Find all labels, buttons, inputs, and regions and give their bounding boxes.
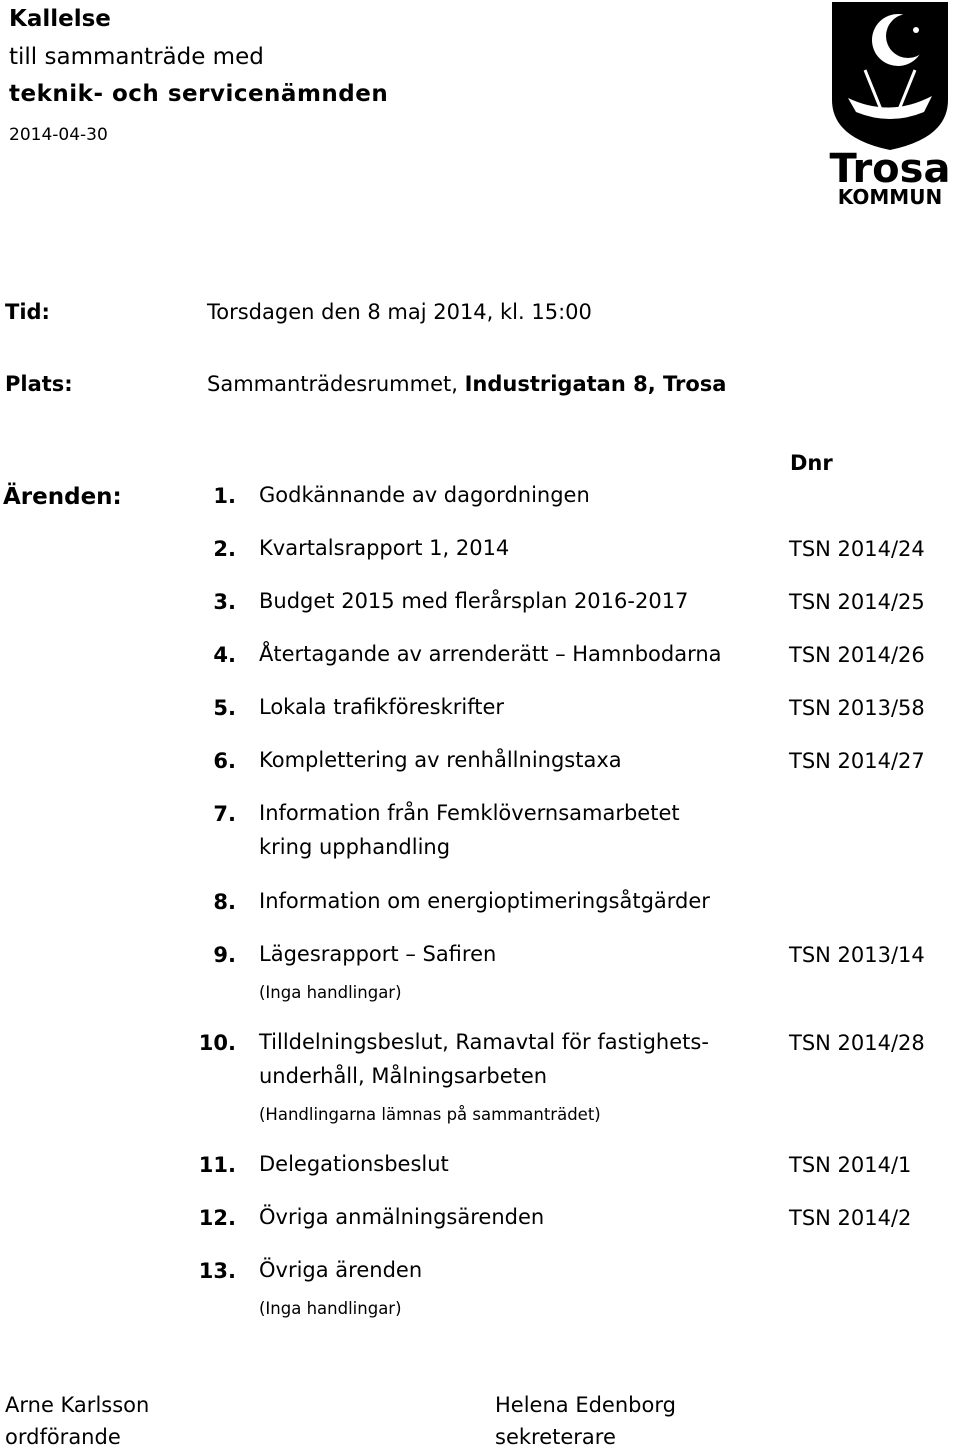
place-value — [207, 372, 726, 396]
agenda-item-number: 12. — [198, 1206, 236, 1230]
document-subtitle: till sammanträde med — [9, 44, 264, 70]
place-value-room: Sammanträdesrummet, — [207, 372, 465, 396]
trosa-kommun-logo — [820, 0, 960, 210]
agenda-item-title: Övriga ärenden — [259, 1258, 423, 1282]
agenda-item-number: 2. — [213, 537, 236, 561]
agenda-label: Ärenden: — [3, 484, 122, 510]
agenda-item-title: Lokala trafikföreskrifter — [259, 695, 505, 719]
agenda-item-dnr: TSN 2014/1 — [789, 1153, 912, 1177]
secretary-role: sekreterare — [495, 1425, 616, 1447]
agenda-item-note: (Inga handlingar) — [259, 983, 402, 1002]
agenda-item-number: 6. — [213, 749, 236, 773]
place-value-address: Industrigatan 8, Trosa — [464, 372, 727, 396]
agenda-item-title: Kvartalsrapport 1, 2014 — [259, 536, 510, 560]
agenda-item-dnr: TSN 2014/2 — [789, 1206, 912, 1230]
agenda-item-note: (Handlingarna lämnas på sammanträdet) — [259, 1105, 601, 1124]
agenda-item-dnr: TSN 2014/24 — [789, 537, 925, 561]
agenda-item-title: Lägesrapport – Safiren — [259, 942, 497, 966]
svg-text:Trosa: Trosa — [829, 146, 951, 192]
secretary-name: Helena Edenborg — [495, 1393, 676, 1417]
agenda-item-number: 9. — [213, 943, 236, 967]
svg-text:KOMMUN: KOMMUN — [837, 185, 943, 209]
agenda-item-dnr: TSN 2013/58 — [789, 696, 925, 720]
agenda-item-title: Godkännande av dagordningen — [259, 483, 590, 507]
agenda-item-title: Övriga anmälningsärenden — [259, 1205, 545, 1229]
agenda-item-title: Budget 2015 med flerårsplan 2016-2017 — [259, 589, 689, 613]
agenda-item-number: 4. — [213, 643, 236, 667]
agenda-item-title: Information från Femklövernsamarbetet — [259, 801, 680, 825]
time-value: Torsdagen den 8 maj 2014, kl. 15:00 — [207, 300, 592, 324]
agenda-item-number: 3. — [213, 590, 236, 614]
agenda-item-title: Återtagande av arrenderätt – Hamnbodarna — [259, 642, 722, 666]
agenda-item-number: 7. — [213, 802, 236, 826]
agenda-item-dnr: TSN 2013/14 — [789, 943, 925, 967]
agenda-item-title-cont: kring upphandling — [259, 835, 451, 859]
dnr-column-header: Dnr — [790, 451, 833, 475]
document-title: Kallelse — [9, 6, 111, 32]
document-date: 2014-04-30 — [9, 125, 108, 145]
place-label: Plats: — [5, 372, 73, 396]
chair-role: ordförande — [5, 1425, 121, 1447]
agenda-item-dnr: TSN 2014/27 — [789, 749, 925, 773]
agenda-item-title: Tilldelningsbeslut, Ramavtal för fastighets- — [259, 1030, 709, 1054]
agenda-item-dnr: TSN 2014/25 — [789, 590, 925, 614]
chair-name: Arne Karlsson — [5, 1393, 150, 1417]
agenda-item-title: Komplettering av renhållningstaxa — [259, 748, 622, 772]
agenda-item-number: 5. — [213, 696, 236, 720]
agenda-item-note: (Inga handlingar) — [259, 1299, 402, 1318]
agenda-item-number: 10. — [198, 1031, 236, 1055]
agenda-item-number: 1. — [213, 484, 236, 508]
agenda-item-number: 13. — [198, 1259, 236, 1283]
agenda-item-number: 11. — [198, 1153, 236, 1177]
agenda-item-dnr: TSN 2014/28 — [789, 1031, 925, 1055]
committee-name: teknik- och servicenämnden — [9, 81, 389, 107]
agenda-item-dnr: TSN 2014/26 — [789, 643, 925, 667]
agenda-item-title-cont: underhåll, Målningsarbeten — [259, 1064, 548, 1088]
agenda-item-title: Information om energioptimeringsåtgärder — [259, 889, 710, 913]
agenda-item-number: 8. — [213, 890, 236, 914]
agenda-item-title: Delegationsbeslut — [259, 1152, 449, 1176]
time-label: Tid: — [5, 300, 50, 324]
